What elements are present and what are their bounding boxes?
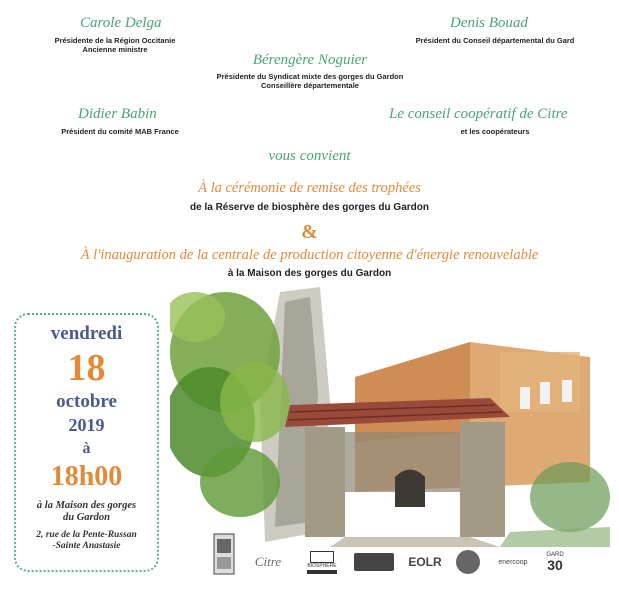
ampersand: & — [301, 221, 318, 243]
event-place — [16, 500, 157, 524]
logo-eolr — [403, 548, 447, 576]
role-line: Conseillère départementale — [261, 81, 359, 90]
event-time: 18h00 — [50, 461, 123, 492]
eolr-logo-text: EOLR — [408, 555, 442, 569]
illustration-maison-gorges — [170, 282, 610, 547]
event-date-box — [14, 313, 159, 572]
role-line: Ancienne ministre — [82, 45, 148, 54]
unesco-icon — [310, 551, 334, 563]
biosphere-label: BIOSPHÈRE — [307, 562, 337, 569]
event1-title: À la cérémonie de remise des trophées — [198, 180, 421, 196]
signatory-name-carole: Carole Delga — [80, 15, 162, 31]
occitanie-logo-icon — [354, 553, 394, 571]
gard-logo-number: 30 — [547, 557, 563, 573]
address-line: 2, rue de la Pente-Russan — [36, 530, 137, 540]
logo-enercoop — [492, 548, 534, 576]
enercoop-logo-text: enercoop — [498, 558, 528, 566]
place-line: à la Maison des gorges — [36, 500, 137, 511]
address-line: -Sainte Anastasie — [52, 541, 121, 551]
event-day: vendredi — [50, 323, 123, 344]
invite-text: vous convient — [268, 148, 351, 164]
event-at: à — [82, 440, 91, 457]
signatory-role-citre: et les coopérateurs — [460, 127, 530, 136]
emblem-icon — [213, 533, 235, 575]
role-line: Présidente de la Région Occitanie — [54, 36, 176, 45]
place-line: du Gardon — [63, 512, 110, 523]
logo-scop — [455, 548, 481, 576]
scop-logo-icon — [456, 550, 480, 574]
role-line: Présidente du Syndicat mixte des gorges du Gardon — [216, 72, 404, 81]
event-month: octobre — [56, 391, 117, 412]
signatory-role-carole — [30, 36, 200, 54]
signatory-role-didier: Président du comité MAB France — [61, 127, 179, 136]
gard-logo-label: GARD — [546, 552, 564, 558]
logo-citre — [246, 548, 290, 576]
event2-title: À l'inauguration de la centrale de production citoyenne d'énergie renouvelable — [80, 247, 539, 263]
signatory-name-berengere: Bérengère Noguier — [252, 52, 368, 68]
event1-subtitle: de la Réserve de biosphère des gorges du Gardon — [190, 202, 429, 213]
event2-subtitle: à la Maison des gorges du Gardon — [227, 268, 392, 279]
logo-emblem — [212, 532, 236, 576]
signatory-name-denis: Denis Bouad — [450, 15, 528, 31]
france-bar — [307, 570, 337, 574]
logo-occitanie — [353, 548, 395, 576]
event-day-number: 18 — [67, 347, 106, 389]
signatory-role-berengere — [180, 72, 440, 90]
event-address — [16, 530, 157, 552]
signatory-name-citre: Le conseil coopératif de Citre — [389, 106, 568, 122]
citre-logo-text: Citre — [254, 554, 282, 569]
event-year: 2019 — [68, 415, 105, 435]
logo-gard — [543, 548, 567, 576]
logo-biosphere — [300, 548, 344, 576]
signatory-name-didier: Didier Babin — [78, 106, 157, 122]
signatory-role-denis: Président du Conseil départemental du Gard — [415, 36, 575, 45]
